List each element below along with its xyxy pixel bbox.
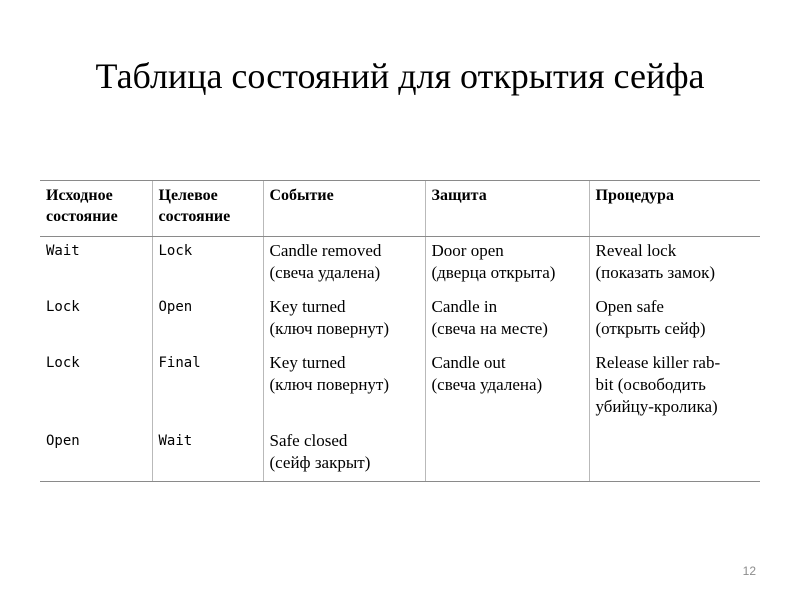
table-row [40,349,760,427]
cell-source-state: Lock [46,354,80,371]
cell-source-state: Wait [46,243,80,259]
table-row [40,293,760,349]
table-header-row [40,181,760,237]
cell-target-state: Final [152,349,263,427]
header-target-state: Целевое состояние [152,181,263,237]
cell-event: Key turned (ключ повернут) [263,293,425,349]
cell-procedure [589,427,760,482]
page-number: 12 [742,564,756,578]
header-source-state: Исходное состояние [40,181,152,237]
cell-guard: Candle out (свеча удалена) [425,349,589,427]
slide-title: Таблица состояний для открытия сейфа [95,56,705,96]
cell-procedure: Release killer rab- bit (освободить убийцу-кролика) [589,349,760,427]
cell-guard [425,427,589,482]
cell-procedure: Open safe (открыть сейф) [589,293,760,349]
cell-target-state: Lock [152,237,263,293]
cell-event: Candle removed (свеча удалена) [263,237,425,293]
cell-target-state: Wait [152,427,263,482]
header-event: Событие [263,181,425,237]
cell-guard: Door open (дверца открыта) [425,237,589,293]
cell-target-state: Open [152,293,263,349]
header-procedure: Процедура [589,181,760,237]
state-transition-table [40,180,760,482]
cell-source-state: Lock [46,298,80,315]
cell-guard: Candle in (свеча на месте) [425,293,589,349]
cell-event: Key turned (ключ повернут) [263,349,425,427]
cell-event: Safe closed (сейф закрыт) [263,427,425,482]
cell-procedure: Reveal lock (показать замок) [589,237,760,293]
table-row [40,237,760,293]
cell-source-state: Open [40,427,152,482]
header-guard: Защита [425,181,589,237]
table-row [40,427,760,482]
